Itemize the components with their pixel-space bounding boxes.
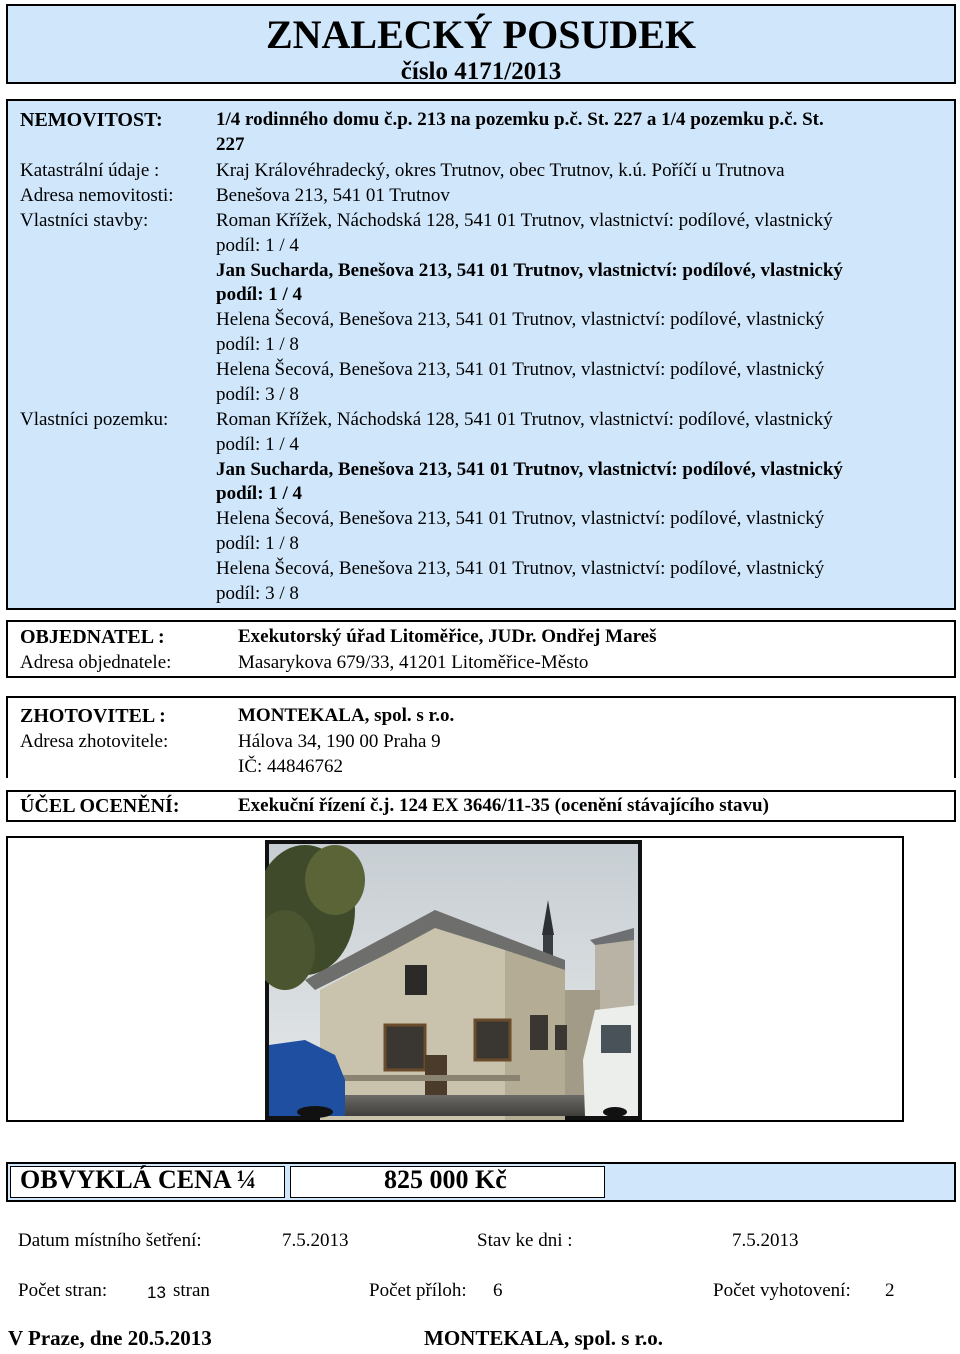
footer-place-date: V Praze, dne 20.5.2013 [8, 1326, 212, 1350]
owner-share: podíl: 3 / 8 [216, 582, 299, 604]
owner-line: Helena Šecová, Benešova 213, 541 01 Trutnov, vlastnictví: podílové, vlastnický [216, 358, 825, 380]
vlastnici-stavby-label: Vlastníci stavby: [20, 210, 149, 231]
contractor-address-label: Adresa zhotovitele: [20, 731, 169, 752]
katastr-label: Katastrální údaje : [20, 160, 160, 181]
owner-line: Jan Sucharda, Benešova 213, 541 01 Trutnov, vlastnictví: podílové, vlastnický [216, 458, 843, 480]
nemovitost-label: NEMOVITOST: [20, 109, 163, 131]
title-box [6, 4, 956, 84]
nemovitost-value-line1: 1/4 rodinného domu č.p. 213 na pozemku p.č. St. 227 a 1/4 pozemku p.č. St. [216, 109, 824, 130]
orderer-address-value: Masarykova 679/33, 41201 Litoměřice-Město [238, 652, 589, 673]
copies-value: 2 [885, 1280, 895, 1301]
price-value: 825 000 Kč [384, 1165, 507, 1194]
contractor-ic: IČ: 44846762 [238, 756, 344, 777]
copies-label: Počet vyhotovení: [713, 1280, 851, 1301]
survey-date-label: Datum místního šetření: [18, 1230, 202, 1251]
state-date-value: 7.5.2013 [732, 1230, 799, 1251]
adresa-nemovitosti-label: Adresa nemovitosti: [20, 185, 174, 206]
house-photo [265, 840, 642, 1120]
pages-label: Počet stran: [18, 1280, 108, 1301]
house-photo-image [265, 840, 642, 1120]
vlastnici-pozemku-label: Vlastníci pozemku: [20, 409, 169, 430]
contractor-value: MONTEKALA, spol. s r.o. [238, 705, 455, 726]
attachments-label: Počet příloh: [369, 1280, 467, 1301]
orderer-address-label: Adresa objednatele: [20, 652, 172, 673]
owner-share: podíl: 1 / 4 [216, 234, 299, 256]
pages-value: 13 [147, 1283, 166, 1302]
survey-date-value: 7.5.2013 [282, 1230, 349, 1251]
document-title: ZNALECKÝ POSUDEK [265, 12, 697, 57]
owner-line: Helena Šecová, Benešova 213, 541 01 Trutnov, vlastnictví: podílové, vlastnický [216, 557, 825, 579]
owner-line: Helena Šecová, Benešova 213, 541 01 Trutnov, vlastnictví: podílové, vlastnický [216, 309, 825, 331]
purpose-label: ÚČEL OCENĚNÍ: [20, 795, 180, 817]
attachments-value: 6 [493, 1280, 503, 1301]
footer-company: MONTEKALA, spol. s r.o. [424, 1326, 664, 1350]
katastr-value: Kraj Královéhradecký, okres Trutnov, obec Trutnov, k.ú. Poříčí u Trutnova [216, 160, 785, 181]
owner-share: podíl: 1 / 4 [216, 284, 303, 306]
state-date-label: Stav ke dni : [477, 1230, 573, 1251]
owner-share: podíl: 1 / 8 [216, 532, 299, 554]
owner-line: Helena Šecová, Benešova 213, 541 01 Trutnov, vlastnictví: podílové, vlastnický [216, 508, 825, 530]
owner-share: podíl: 1 / 4 [216, 433, 299, 455]
owner-line: Jan Sucharda, Benešova 213, 541 01 Trutnov, vlastnictví: podílové, vlastnický [216, 259, 843, 281]
owner-line: Roman Křížek, Náchodská 128, 541 01 Trutnov, vlastnictví: podílové, vlastnický [216, 210, 833, 231]
land-owners-list [216, 408, 843, 606]
purpose-value: Exekuční řízení č.j. 124 EX 3646/11-35 (ocenění stávajícího stavu) [238, 795, 769, 816]
owner-share: podíl: 1 / 4 [216, 483, 303, 505]
orderer-label: OBJEDNATEL : [20, 626, 165, 648]
nemovitost-value-line2: 227 [216, 134, 245, 155]
owner-share: podíl: 1 / 8 [216, 333, 299, 355]
orderer-value: Exekutorský úřad Litoměřice, JUDr. Ondřej Mareš [238, 626, 657, 647]
contractor-label: ZHOTOVITEL : [20, 705, 166, 727]
building-owners-list [216, 209, 843, 407]
contractor-address-value: Hálova 34, 190 00 Praha 9 [238, 731, 441, 752]
adresa-nemovitosti-value: Benešova 213, 541 01 Trutnov [216, 185, 450, 206]
price-label: OBVYKLÁ CENA ¼ [20, 1165, 257, 1194]
document-number: číslo 4171/2013 [400, 58, 562, 85]
owner-share: podíl: 3 / 8 [216, 383, 299, 405]
pages-unit: stran [173, 1280, 210, 1301]
owner-line: Roman Křížek, Náchodská 128, 541 01 Trutnov, vlastnictví: podílové, vlastnický [216, 409, 833, 430]
